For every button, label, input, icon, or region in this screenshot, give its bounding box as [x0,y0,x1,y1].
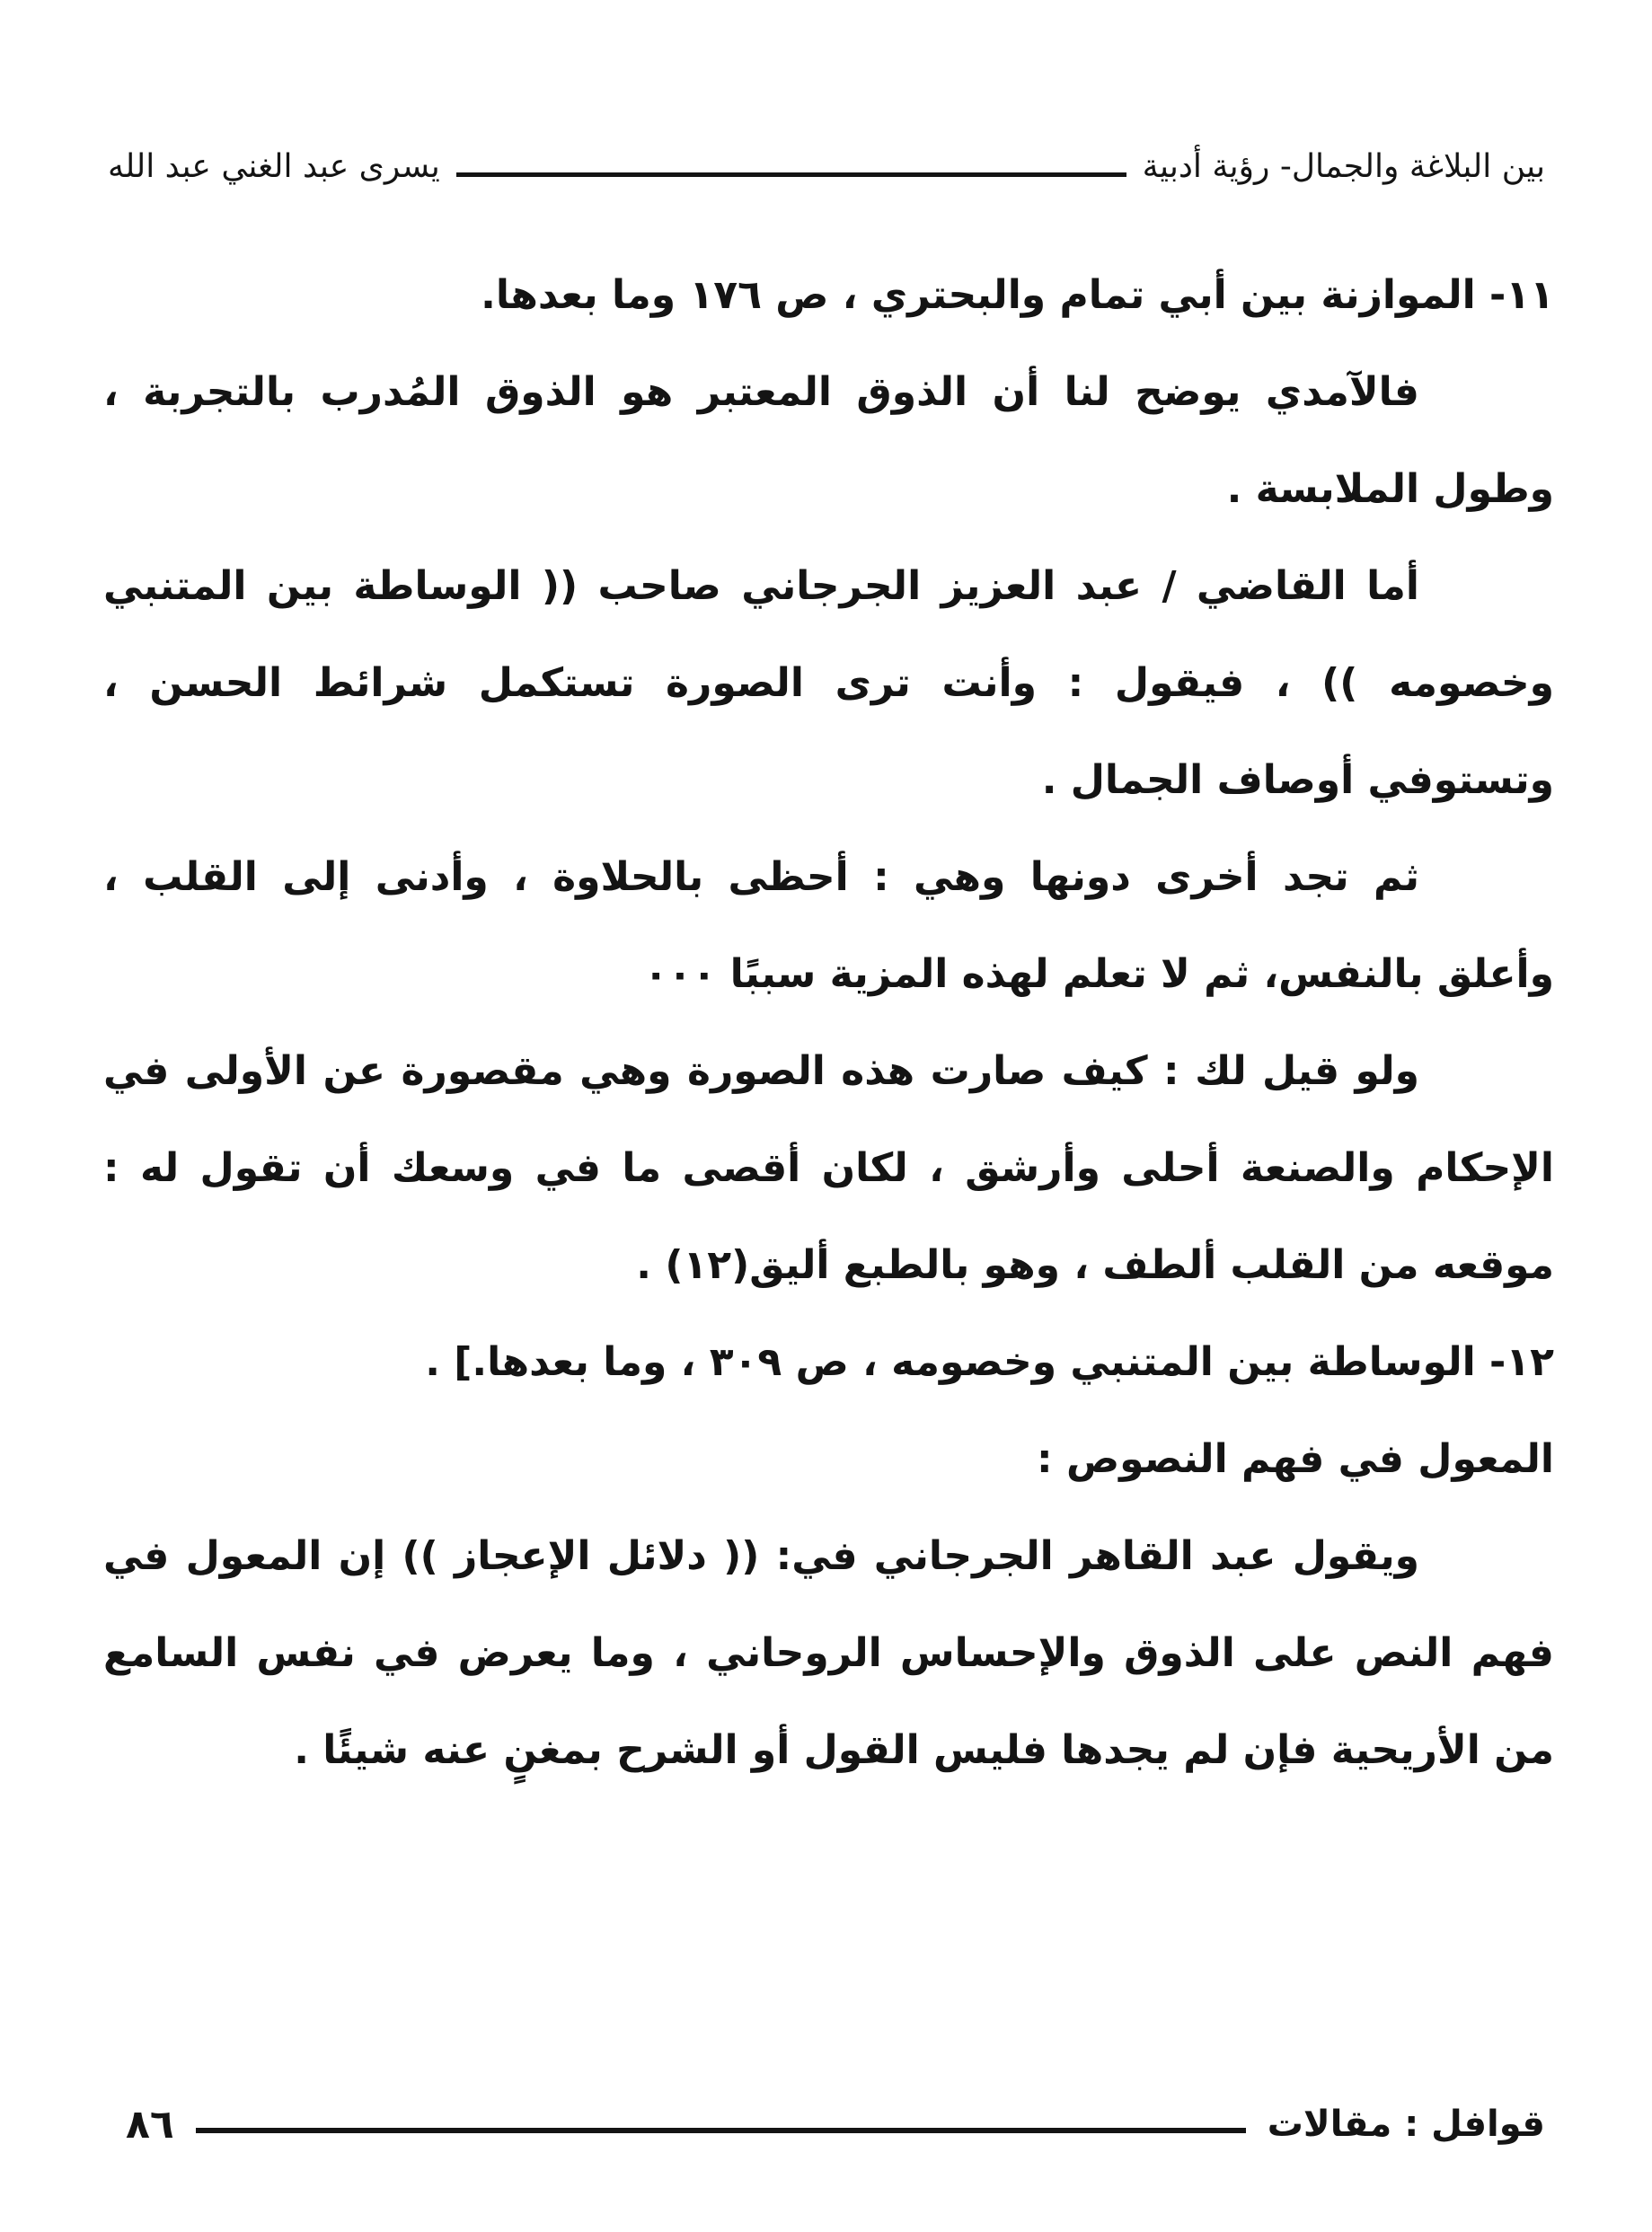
paragraph-another-image: ثم تجد أخرى دونها وهي : أحظى بالحلاوة ، وأدنى إلى القلب ، وأعلق بالنفس، ثم لا تعلم لهذه المزية سببًا ٠٠٠ [103,854,1554,997]
paragraph-amidi: فالآمدي يوضح لنا أن الذوق المعتبر هو الذوق المُدرب بالتجربة ، وطول الملابسة . [103,369,1554,512]
paragraph-if-asked: ولو قيل لك : كيف صارت هذه الصورة وهي مقصورة عن الأولى في الإحكام والصنعة أحلى وأرشق ، لكان أقصى ما في وسعك أن تقول له : موقعه من القلب ألطف ، وهو بالطبع أليق(١٢) . [103,1048,1554,1288]
running-header [108,135,1545,198]
section-heading: المعول في فهم النصوص : [1037,1436,1554,1482]
footnote-11: ١١- الموازنة بين أبي تمام والبحتري ، ص ١٧٦ وما بعدها. [481,272,1554,318]
footnote-12: ١٢- الوساطة بين المتنبي وخصومه ، ص ٣٠٩ ، وما بعدها.] . [425,1339,1554,1385]
series-label: قوافل : مقالات [1267,2104,1545,2145]
author-name: يسرى عبد الغني عبد الله [108,147,440,185]
header-rule [456,172,1126,177]
book-title: بين البلاغة والجمال- رؤية أدبية [1142,147,1545,185]
paragraph-abd-al-qahir: ويقول عبد القاهر الجرجاني في: (( دلائل الإعجاز )) إن المعول في فهم النص على الذوق والإحساس الروحاني ، وما يعرض في نفس السامع من الأريحية فإن لم يجدها فليس القول أو الشرح بمغنٍ عنه شيئًا . [103,1533,1554,1773]
paragraph-qadi-jurjani: أما القاضي / عبد العزيز الجرجاني صاحب (( الوساطة بين المتنبي وخصومه )) ، فيقول : وأنت ترى الصورة تستكمل شرائط الحسن ، وتستوفي أوصاف الجمال . [103,563,1554,803]
page-body [103,247,1554,1799]
running-footer [126,2088,1545,2160]
footer-rule [196,2128,1246,2133]
page-number: ٨٦ [126,2101,174,2148]
